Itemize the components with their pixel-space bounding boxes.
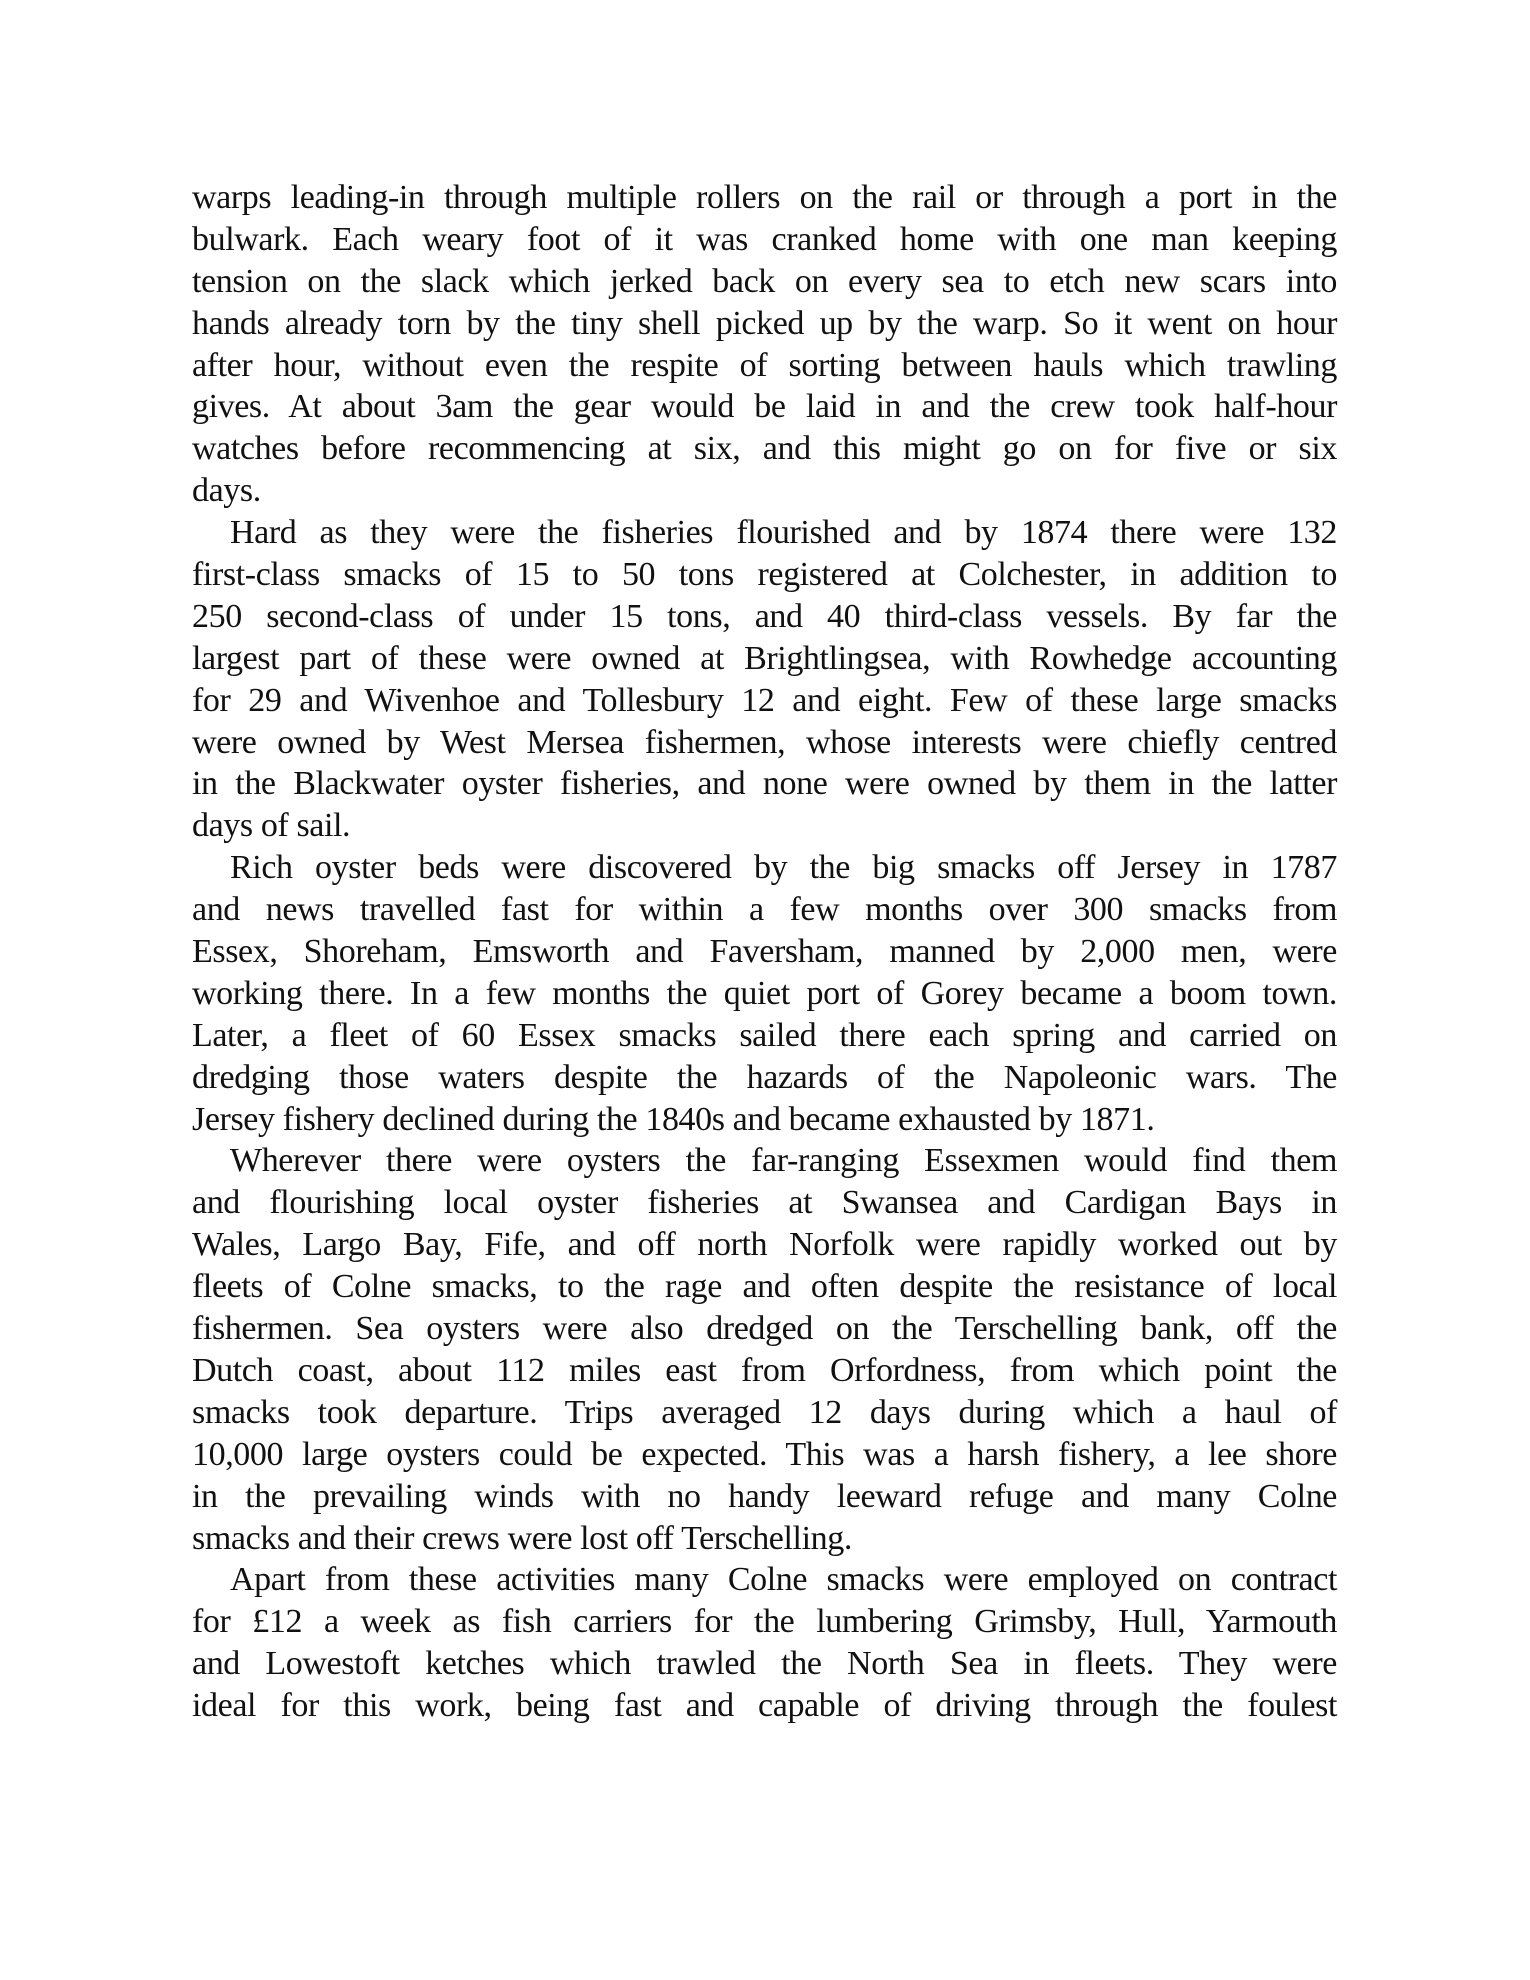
- text-line: Rich oyster beds were discovered by the big smacks off Jersey in 1787: [230, 849, 1337, 887]
- text-line: bulwark. Each weary foot of it was cranked home with one man keeping: [192, 220, 1337, 258]
- text-line: Essex, Shoreham, Emsworth and Faversham, manned by 2,000 men, were: [192, 933, 1337, 971]
- text-line: and news travelled fast for within a few months over 300 smacks from: [192, 891, 1337, 929]
- text-line: first-class smacks of 15 to 50 tons registered at Colchester, in addition to: [192, 556, 1337, 594]
- text-line: days.: [192, 472, 261, 510]
- text-line: Wherever there were oysters the far-ranging Essexmen would find them: [230, 1142, 1337, 1180]
- paragraph: [192, 847, 1337, 1140]
- text-line: and flourishing local oyster fisheries at Swansea and Cardigan Bays in: [192, 1184, 1337, 1222]
- text-line: largest part of these were owned at Brightlingsea, with Rowhedge accounting: [192, 639, 1337, 677]
- text-line: Dutch coast, about 112 miles east from Orfordness, from which point the: [192, 1351, 1337, 1389]
- text-line: watches before recommencing at six, and this might go on for five or six: [192, 430, 1337, 468]
- paragraph: [192, 512, 1337, 847]
- text-line: Apart from these activities many Colne smacks were employed on contract: [230, 1561, 1337, 1599]
- text-line: dredging those waters despite the hazards of the Napoleonic wars. The: [192, 1058, 1337, 1096]
- paragraph: [192, 1140, 1337, 1559]
- text-line: for £12 a week as fish carriers for the lumbering Grimsby, Hull, Yarmouth: [192, 1603, 1337, 1641]
- text-line: smacks took departure. Trips averaged 12 days during which a haul of: [192, 1393, 1337, 1431]
- text-line: in the prevailing winds with no handy leeward refuge and many Colne: [192, 1477, 1337, 1515]
- text-line: fleets of Colne smacks, to the rage and often despite the resistance of local: [192, 1268, 1337, 1306]
- text-line: smacks and their crews were lost off Terschelling.: [192, 1519, 852, 1557]
- paragraph: [192, 177, 1337, 512]
- text-line: 10,000 large oysters could be expected. This was a harsh fishery, a lee shore: [192, 1435, 1337, 1473]
- text-line: fishermen. Sea oysters were also dredged on the Terschelling bank, off the: [192, 1310, 1337, 1348]
- text-line: working there. In a few months the quiet port of Gorey became a boom town.: [192, 974, 1337, 1012]
- text-line: for 29 and Wivenhoe and Tollesbury 12 and eight. Few of these large smacks: [192, 681, 1337, 719]
- text-line: were owned by West Mersea fishermen, whose interests were chiefly centred: [192, 723, 1337, 761]
- text-line: gives. At about 3am the gear would be laid in and the crew took half-hour: [192, 388, 1337, 426]
- page-body: [192, 177, 1337, 1727]
- text-line: in the Blackwater oyster fisheries, and none were owned by them in the latter: [192, 765, 1337, 803]
- text-line: and Lowestoft ketches which trawled the North Sea in fleets. They were: [192, 1645, 1337, 1683]
- text-line: after hour, without even the respite of sorting between hauls which trawling: [192, 346, 1337, 384]
- text-line: days of sail.: [192, 807, 351, 845]
- text-line: tension on the slack which jerked back on every sea to etch new scars into: [192, 262, 1337, 300]
- paragraph: [192, 1559, 1337, 1727]
- text-line: Later, a fleet of 60 Essex smacks sailed there each spring and carried on: [192, 1016, 1337, 1054]
- text-line: Jersey fishery declined during the 1840s and became exhausted by 1871.: [192, 1100, 1155, 1138]
- text-line: warps leading-in through multiple rollers on the rail or through a port in the: [192, 179, 1337, 216]
- text-line: Hard as they were the fisheries flourished and by 1874 there were 132: [230, 514, 1337, 552]
- text-line: hands already torn by the tiny shell picked up by the warp. So it went on hour: [192, 304, 1337, 342]
- text-line: Wales, Largo Bay, Fife, and off north Norfolk were rapidly worked out by: [192, 1226, 1337, 1264]
- text-line: ideal for this work, being fast and capable of driving through the foulest: [192, 1687, 1337, 1725]
- text-line: 250 second-class of under 15 tons, and 40 third-class vessels. By far the: [192, 597, 1337, 635]
